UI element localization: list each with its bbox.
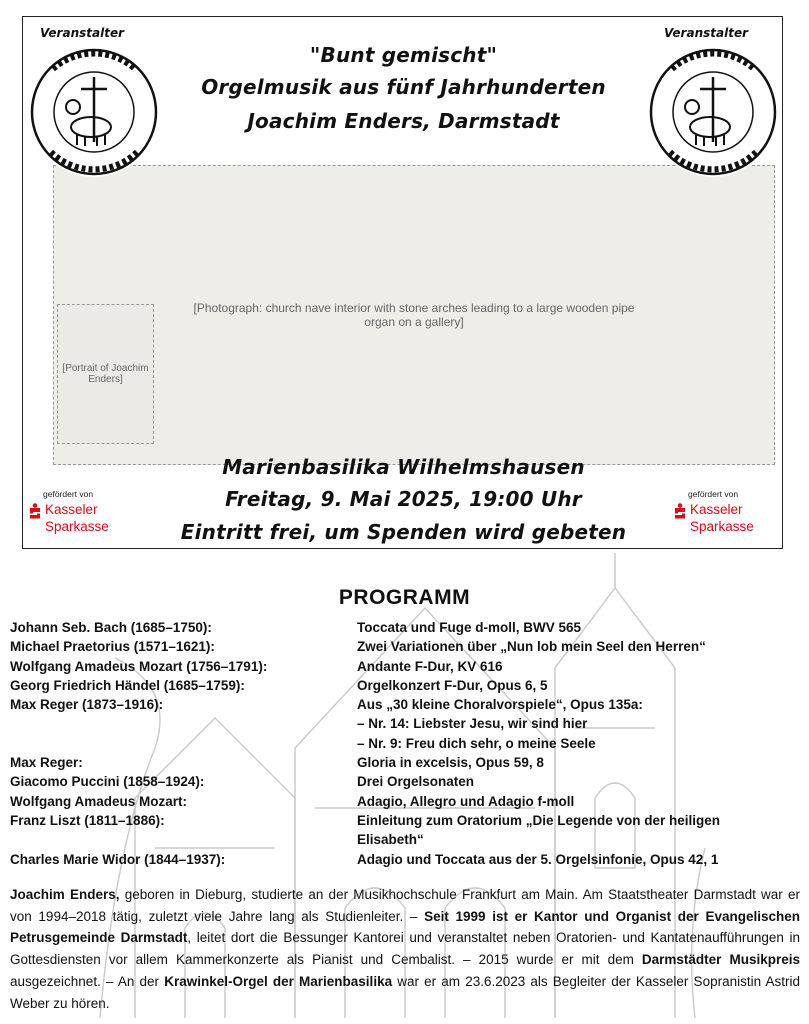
program-row bbox=[10, 695, 800, 753]
composer: Charles Marie Widor (1844–1937): bbox=[10, 851, 226, 867]
funded-by-label: gefördert von bbox=[43, 489, 94, 499]
work-line: Elisabeth“ bbox=[357, 832, 424, 848]
venue-line: Marienbasilika Wilhelmshausen bbox=[222, 455, 585, 479]
work-line: Andante F-Dur, KV 616 bbox=[357, 658, 503, 674]
work-line: Gloria in excelsis, Opus 59, 8 bbox=[357, 755, 544, 771]
bio-text-4: war er am 23.6.2023 als Begleiter der Kasseler Sopranistin Astrid Weber zu hören. bbox=[10, 973, 801, 1011]
program-row bbox=[10, 772, 800, 791]
work-line: Toccata und Fuge d-moll, BWV 565 bbox=[357, 620, 582, 635]
program-row bbox=[10, 753, 800, 772]
composer: Franz Liszt (1811–1886): bbox=[10, 812, 165, 828]
composer: Max Reger (1873–1916): bbox=[10, 697, 164, 713]
work bbox=[357, 637, 800, 656]
bio-highlight-3: Krawinkel-Orgel der Marienbasilika bbox=[164, 973, 393, 989]
church-interior-photo: [Photograph: church nave interior with stone arches leading to a large wooden pipe organ on a gallery] bbox=[53, 165, 775, 465]
title-line-3: Joachim Enders, Darmstadt bbox=[247, 109, 560, 133]
composer: Giacomo Puccini (1858–1924): bbox=[10, 774, 205, 790]
bio-text-2: , leitet dort die Bessunger Kantorei und veranstaltet neben Oratorien- und Kantatenaufführungen in Gottesdiensten vor allem Kammerkonzerte als Pianist und Cembalist. – 2015 wurde er mit dem bbox=[10, 930, 800, 968]
work bbox=[357, 657, 800, 676]
composer: Wolfgang Amadeus Mozart (1756–1791): bbox=[10, 658, 268, 674]
title-line-1: "Bunt gemischt" bbox=[309, 43, 498, 67]
composer: Georg Friedrich Händel (1685–1759): bbox=[10, 677, 245, 693]
program-row bbox=[10, 618, 800, 637]
work-line: Adagio und Toccata aus der 5. Orgelsinfonie, Opus 42, 1 bbox=[357, 851, 719, 867]
sponsor-left bbox=[29, 489, 149, 535]
bio-name: Joachim Enders, bbox=[10, 887, 120, 902]
admission-line: Eintritt frei, um Spenden wird gebeten bbox=[180, 520, 627, 544]
sponsor-name-line-1: Kasseler bbox=[45, 502, 98, 517]
bio-text-3: ausgezeichnet. – An der bbox=[10, 973, 165, 989]
work-line: – Nr. 14: Liebster Jesu, wir sind hier bbox=[357, 716, 588, 732]
bio-highlight-1: Seit 1999 ist er Kantor und Organist der Evangelischen Petrusgemeinde Darmstadt bbox=[10, 908, 800, 946]
work-line: Aus „30 kleine Choralvorspiele“, Opus 135a: bbox=[357, 697, 643, 713]
work-line: Orgelkonzert F-Dur, Opus 6, 5 bbox=[357, 677, 548, 693]
work bbox=[357, 695, 800, 753]
organizer-label-left: Veranstalter bbox=[40, 26, 124, 40]
work bbox=[357, 618, 800, 637]
work-line: Einleitung zum Oratorium „Die Legende von der heiligen bbox=[357, 812, 721, 828]
bio-highlight-2: Darmstädter Musikpreis bbox=[641, 952, 800, 968]
sponsor-name-line-1: Kasseler bbox=[690, 502, 743, 517]
work bbox=[357, 676, 800, 695]
program-row bbox=[10, 637, 800, 656]
program-row bbox=[10, 850, 800, 869]
sponsor-name-line-2: Sparkasse bbox=[45, 519, 109, 534]
program-row bbox=[10, 657, 800, 676]
program-row bbox=[10, 676, 800, 695]
composer: Johann Seb. Bach (1685–1750): bbox=[10, 620, 212, 635]
work-line: Drei Orgelsonaten bbox=[357, 774, 475, 790]
composer: Max Reger: bbox=[10, 755, 83, 771]
composer: Michael Praetorius (1571–1621): bbox=[10, 639, 215, 655]
work-line: Zwei Variationen über „Nun lob mein Seel den Herren“ bbox=[357, 639, 706, 655]
program-row bbox=[10, 792, 800, 811]
bio-text-1: geboren in Dieburg, studierte an der Musikhochschule Frankfurt am Main. Am Staatstheater Darmstadt war er von 1994–2018 tätig, zuletzt viele Jahre lang als Studienleiter. – bbox=[10, 887, 800, 924]
work bbox=[357, 753, 800, 772]
work bbox=[357, 811, 800, 850]
program-list bbox=[10, 618, 800, 869]
sparkasse-s-icon bbox=[674, 503, 686, 519]
sponsor-name-line-2: Sparkasse bbox=[690, 519, 754, 534]
program-row bbox=[10, 811, 800, 850]
work-line: – Nr. 9: Freu dich sehr, o meine Seele bbox=[357, 735, 596, 751]
performer-biography bbox=[10, 884, 800, 1014]
work bbox=[357, 772, 800, 791]
title-line-2: Orgelmusik aus fünf Jahrhunderten bbox=[201, 75, 606, 99]
sponsor-right bbox=[674, 489, 783, 535]
organizer-label-right: Veranstalter bbox=[664, 26, 748, 40]
funded-by-label: gefördert von bbox=[688, 489, 739, 499]
work bbox=[357, 850, 800, 869]
performer-portrait: [Portrait of Joachim Enders] bbox=[57, 304, 154, 444]
sparkasse-s-icon bbox=[29, 503, 41, 519]
program-title: PROGRAMM bbox=[338, 586, 471, 609]
work-line: Adagio, Allegro und Adagio f-moll bbox=[357, 793, 575, 809]
work bbox=[357, 792, 800, 811]
concert-poster bbox=[22, 16, 783, 549]
composer: Wolfgang Amadeus Mozart: bbox=[10, 793, 188, 809]
date-time-line: Freitag, 9. Mai 2025, 19:00 Uhr bbox=[225, 487, 582, 511]
